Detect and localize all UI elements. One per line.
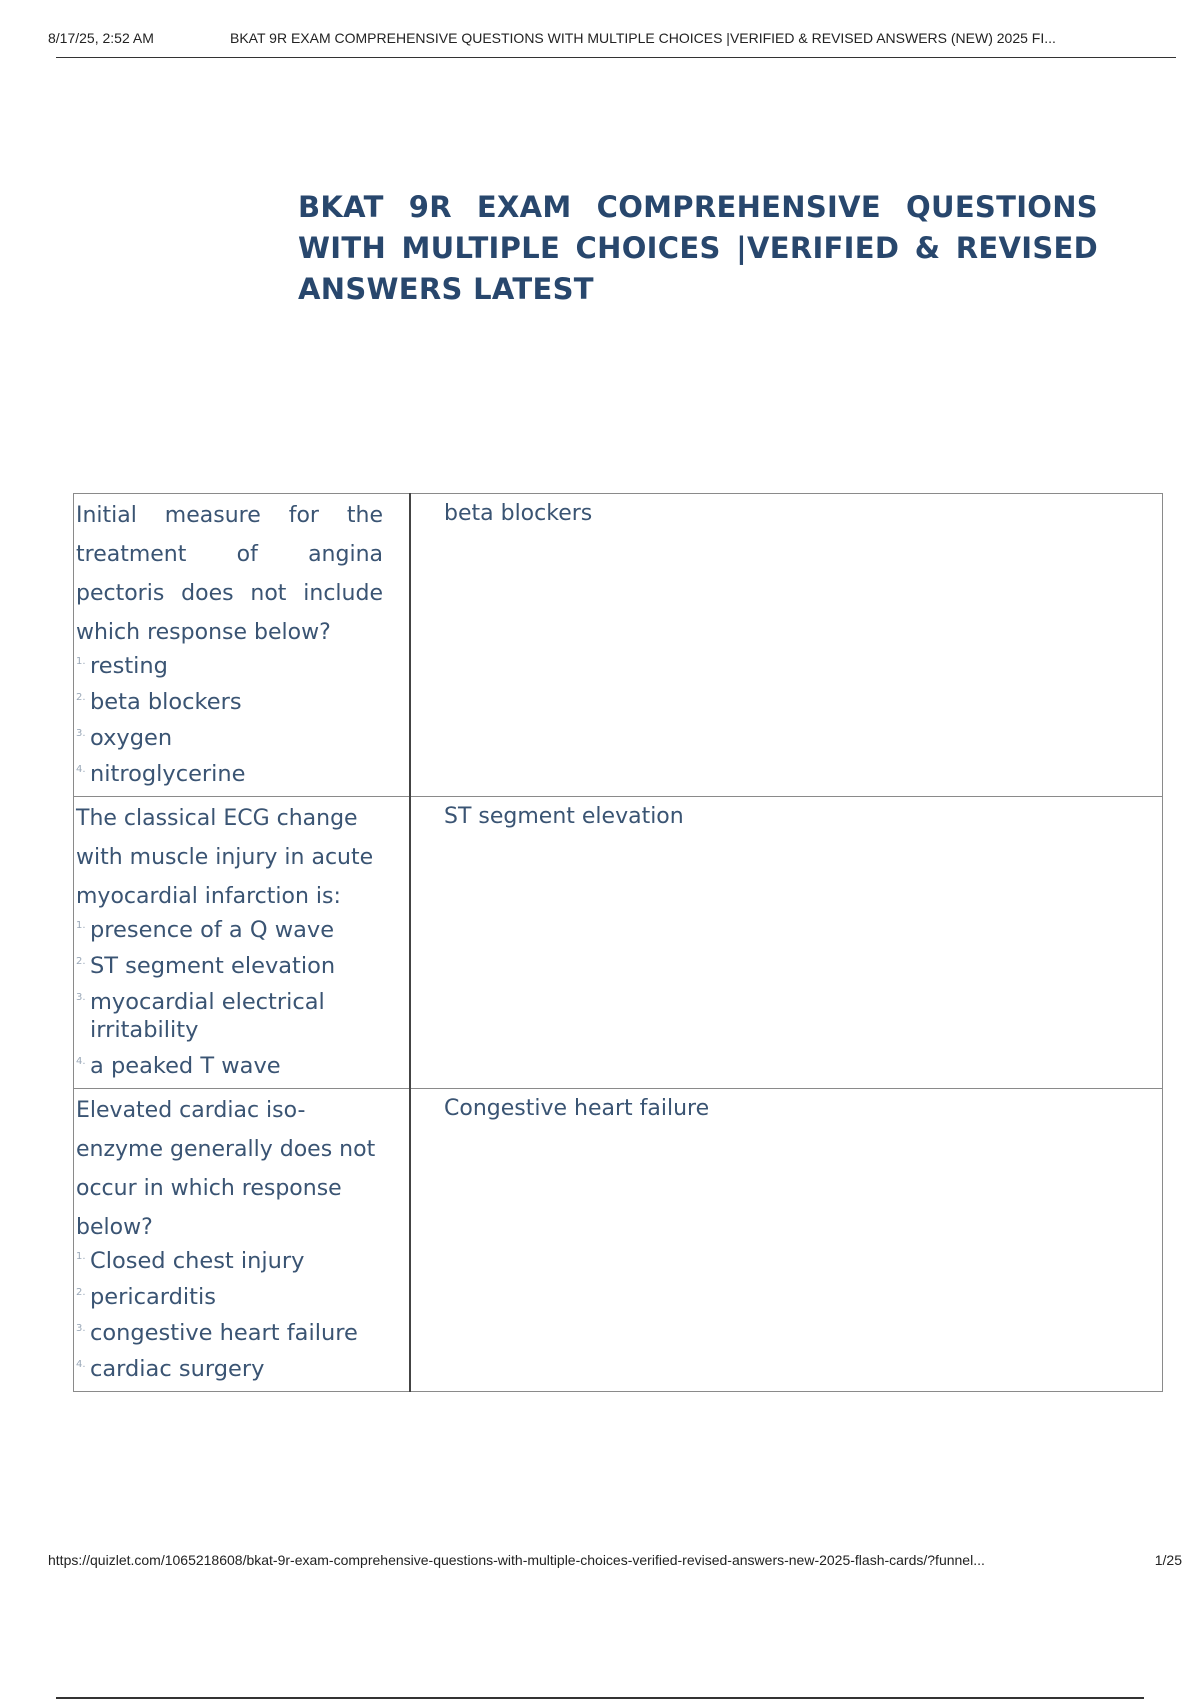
answer-option	[76, 988, 409, 1044]
question-text: The classical ECG change with muscle injury in acute myocardial infarction is:	[76, 806, 374, 909]
source-url-link[interactable]: https://quizlet.com/1065218608/bkat-9r-exam-comprehensive-questions-with-multiple-choices-verified-revised-answers-new-2025-flash-cards/?funnel...	[48, 1552, 985, 1568]
answer-options	[74, 652, 409, 788]
option-number: 4.	[76, 1056, 86, 1067]
option-text: a peaked T wave	[90, 1053, 281, 1079]
answer-option	[76, 724, 409, 752]
flashcard-table	[73, 493, 1163, 1392]
option-text: cardiac surgery	[90, 1356, 265, 1382]
term-cell	[74, 494, 411, 797]
flashcard-row	[74, 1089, 1163, 1392]
option-number: 4.	[76, 764, 86, 775]
option-text: Closed chest injury	[90, 1248, 305, 1274]
answer-option	[76, 952, 409, 980]
option-number: 2.	[76, 1287, 86, 1298]
answer-text: Congestive heart failure	[444, 1096, 710, 1121]
option-text: congestive heart failure	[90, 1320, 358, 1346]
flashcard-row	[74, 797, 1163, 1089]
option-number: 1.	[76, 920, 86, 931]
option-number: 3.	[76, 992, 86, 1003]
option-number: 4.	[76, 1359, 86, 1370]
print-document-title: BKAT 9R EXAM COMPREHENSIVE QUESTIONS WITH MULTIPLE CHOICES |VERIFIED & REVISED ANSWERS (NEW) 2025 FI...	[230, 30, 1056, 46]
answer-option	[76, 1355, 409, 1383]
option-text: myocardial electrical irritability	[90, 989, 325, 1043]
answer-option	[76, 1247, 409, 1275]
answer-option	[76, 760, 409, 788]
answer-text: beta blockers	[444, 501, 593, 526]
option-number: 1.	[76, 1251, 86, 1262]
question-text: Initial measure for the treatment of angina pectoris does not include which response below?	[76, 503, 383, 645]
header-divider	[56, 57, 1176, 58]
definition-cell	[410, 494, 1163, 797]
answer-option	[76, 916, 409, 944]
option-text: ST segment elevation	[90, 953, 336, 979]
answer-option	[76, 688, 409, 716]
option-number: 3.	[76, 1323, 86, 1334]
definition-cell	[410, 797, 1163, 1089]
print-header	[48, 26, 1178, 60]
answer-text: ST segment elevation	[444, 804, 684, 829]
question-text: Elevated cardiac iso-enzyme generally does not occur in which response below?	[76, 1098, 376, 1240]
option-number: 2.	[76, 692, 86, 703]
answer-option	[76, 1052, 409, 1080]
option-text: nitroglycerine	[90, 761, 246, 787]
footer-divider	[56, 1697, 1144, 1699]
print-footer	[48, 1552, 1182, 1576]
answer-options	[74, 1247, 409, 1383]
option-text: beta blockers	[90, 689, 242, 715]
definition-cell	[410, 1089, 1163, 1392]
answer-option	[76, 1283, 409, 1311]
page-number: 1/25	[1154, 1552, 1182, 1568]
option-text: presence of a Q wave	[90, 917, 335, 943]
option-text: pericarditis	[90, 1284, 216, 1310]
answer-option	[76, 652, 409, 680]
option-text: resting	[90, 653, 168, 679]
flashcard-row	[74, 494, 1163, 797]
print-date: 8/17/25, 2:52 AM	[48, 30, 154, 46]
term-cell	[74, 797, 411, 1089]
term-cell	[74, 1089, 411, 1392]
option-number: 1.	[76, 656, 86, 667]
answer-option	[76, 1319, 409, 1347]
page-title: BKAT 9R EXAM COMPREHENSIVE QUESTIONS WITH MULTIPLE CHOICES |VERIFIED & REVISED ANSWERS LATEST	[298, 190, 1098, 307]
option-number: 3.	[76, 728, 86, 739]
answer-options	[74, 916, 409, 1080]
option-text: oxygen	[90, 725, 173, 751]
option-number: 2.	[76, 956, 86, 967]
